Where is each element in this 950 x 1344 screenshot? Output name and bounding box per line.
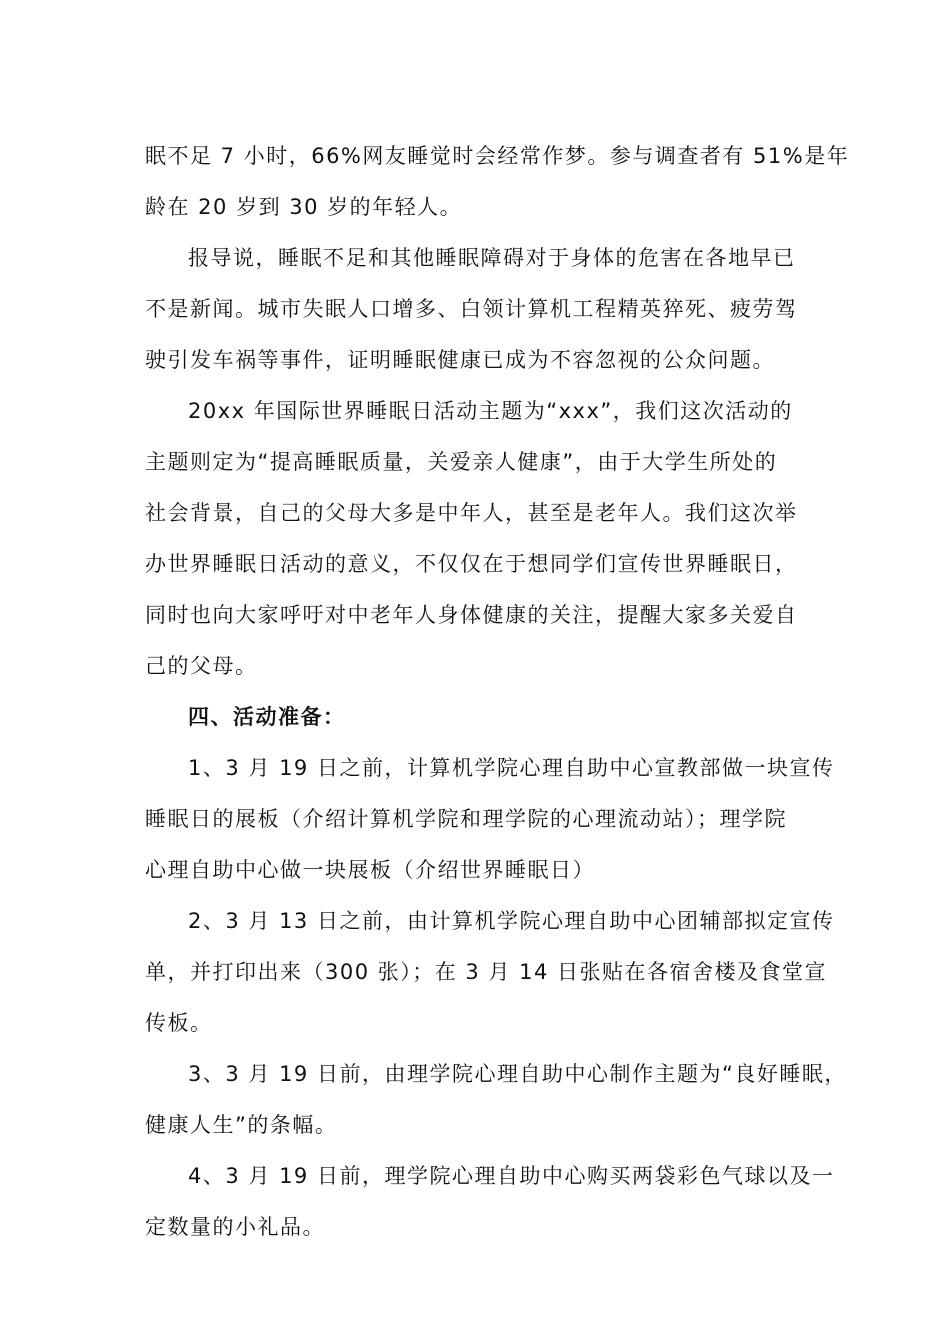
list-item-line: 2、3 月 13 日之前，由计算机学院心理自助中心团辅部拟定宣传 xyxy=(188,909,835,933)
list-item-line: 定数量的小礼品。 xyxy=(145,1215,325,1239)
paragraph-line: 己的父母。 xyxy=(145,654,258,678)
section-heading: 四、活动准备： xyxy=(188,705,346,729)
paragraph-line: 报导说，睡眠不足和其他睡眠障碍对于身体的危害在各地早已 xyxy=(188,246,796,270)
paragraph-line: 主题则定为“提高睡眠质量，关爱亲人健康”，由于大学生所处的 xyxy=(145,450,778,474)
list-item-line: 单，并打印出来（300 张）；在 3 月 14 日张贴在各宿舍楼及食堂宣 xyxy=(145,960,828,984)
list-item-line: 睡眠日的展板（介绍计算机学院和理学院的心理流动站）；理学院 xyxy=(145,807,787,831)
paragraph-line: 龄在 20 岁到 30 岁的年轻人。 xyxy=(145,195,463,219)
paragraph-line: 20xx 年国际世界睡眠日活动主题为“xxx”，我们这次活动的 xyxy=(188,399,793,423)
paragraph-line: 眠不足 7 小时，66%网友睡觉时会经常作梦。参与调查者有 51%是年 xyxy=(145,144,850,168)
document-page xyxy=(145,131,850,1253)
paragraph-line: 不是新闻。城市失眠人口增多、白领计算机工程精英猝死、疲劳驾 xyxy=(145,297,798,321)
list-item-line: 4、3 月 19 日前，理学院心理自助中心购买两袋彩色气球以及一 xyxy=(188,1164,835,1188)
list-item-line: 心理自助中心做一块展板（介绍世界睡眠日） xyxy=(145,858,595,882)
list-item-line: 传板。 xyxy=(145,1011,213,1035)
paragraph-line: 同时也向大家呼吁对中老年人身体健康的关注，提醒大家多关爱自 xyxy=(145,603,798,627)
list-item-line: 3、3 月 19 日前，由理学院心理自助中心制作主题为“良好睡眠， xyxy=(188,1062,847,1086)
paragraph-line: 办世界睡眠日活动的意义，不仅仅在于想同学们宣传世界睡眠日， xyxy=(145,552,798,576)
list-item-line: 1、3 月 19 日之前，计算机学院心理自助中心宣教部做一块宣传 xyxy=(188,756,835,780)
paragraph-line: 社会背景，自己的父母大多是中年人，甚至是老年人。我们这次举 xyxy=(145,501,798,525)
list-item-line: 健康人生”的条幅。 xyxy=(145,1113,338,1137)
paragraph-line: 驶引发车祸等事件，证明睡眠健康已成为不容忽视的公众问题。 xyxy=(145,348,775,372)
